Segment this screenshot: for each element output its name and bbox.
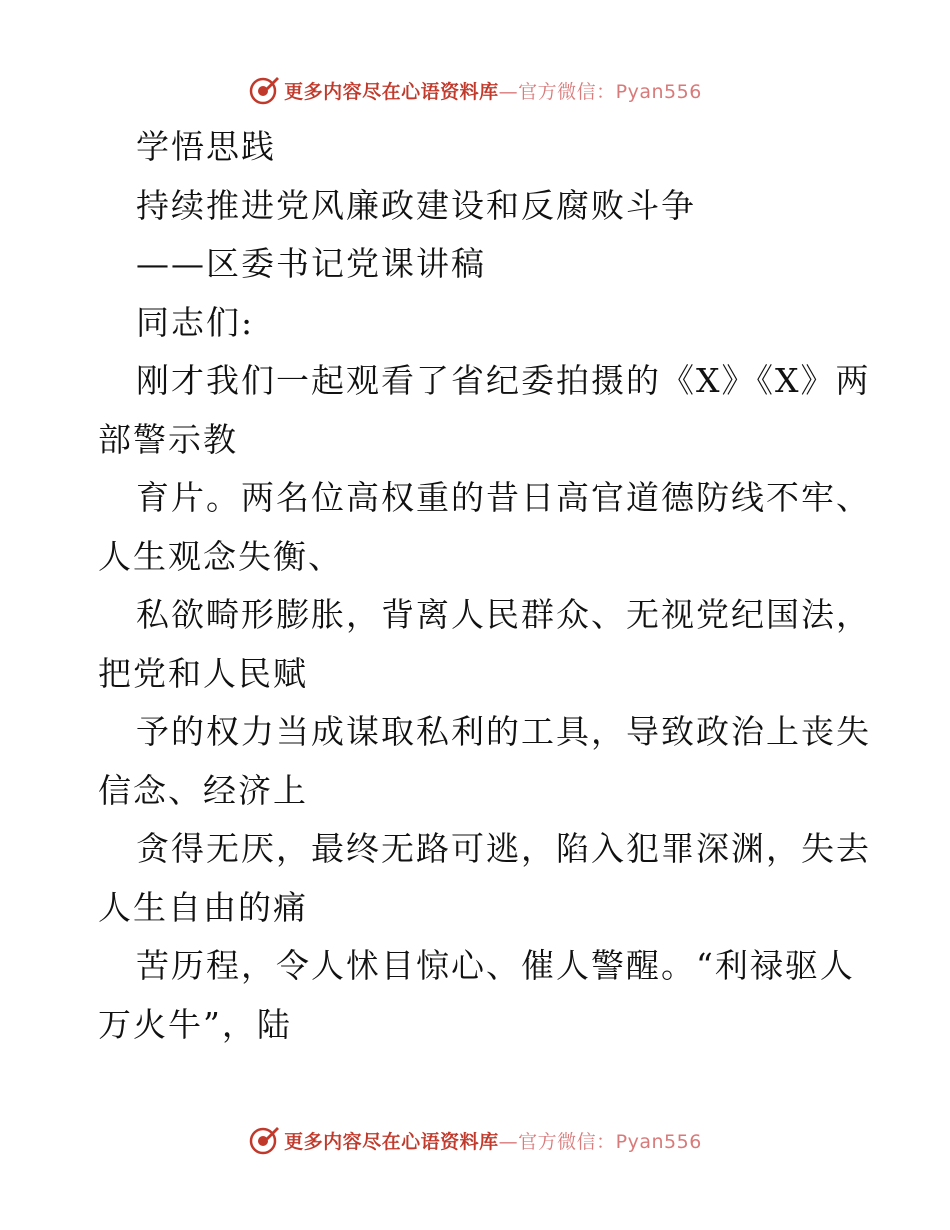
document-line: 刚才我们一起观看了省纪委拍摄的《X》《X》两 [136,361,871,400]
banner-separator: — [498,1130,519,1153]
document-line: 予的权力当成谋取私利的工具，导致政治上丧失 [136,712,871,751]
document-line: 人生自由的痛 [98,887,308,927]
document-line: 信念、经济上 [98,770,308,810]
document-line: 贪得无厌，最终无路可逃，陷入犯罪深渊，失去 [136,829,871,868]
document-line: 把党和人民赋 [98,653,308,693]
document-body [98,118,871,1054]
banner-main-text: 更多内容尽在心语资料库 [284,1130,499,1153]
footer-watermark-banner [0,1120,950,1160]
pen-logo-icon [248,1124,280,1156]
banner-wechat-text: 官方微信：Pyan556 [518,1130,702,1153]
document-line: 持续推进党风廉政建设和反腐败斗争 [136,185,696,225]
document-line: 万火牛”，陆 [98,1004,292,1044]
banner-main-text: 更多内容尽在心语资料库 [284,80,499,103]
banner-separator: — [498,80,519,103]
document-line: 同志们: [136,302,255,342]
pen-logo-icon [248,74,280,106]
document-line: 人生观念失衡、 [98,536,343,576]
banner-text [284,77,702,104]
document-line: 学悟思践 [136,127,276,166]
banner-wechat-text: 官方微信：Pyan556 [518,80,702,103]
document-line: 私欲畸形膨胀，背离人民群众、无视党纪国法， [136,595,871,634]
document-line: 部警示教 [98,419,238,459]
document-line: 育片。两名位高权重的昔日高官道德防线不牢、 [136,478,871,517]
banner-text [284,1127,702,1154]
document-line: ——区委书记党课讲稿 [136,244,486,283]
header-watermark-banner [0,70,950,110]
document-line: 苦历程，令人怵目惊心、催人警醒。“利禄驱人 [136,946,855,985]
